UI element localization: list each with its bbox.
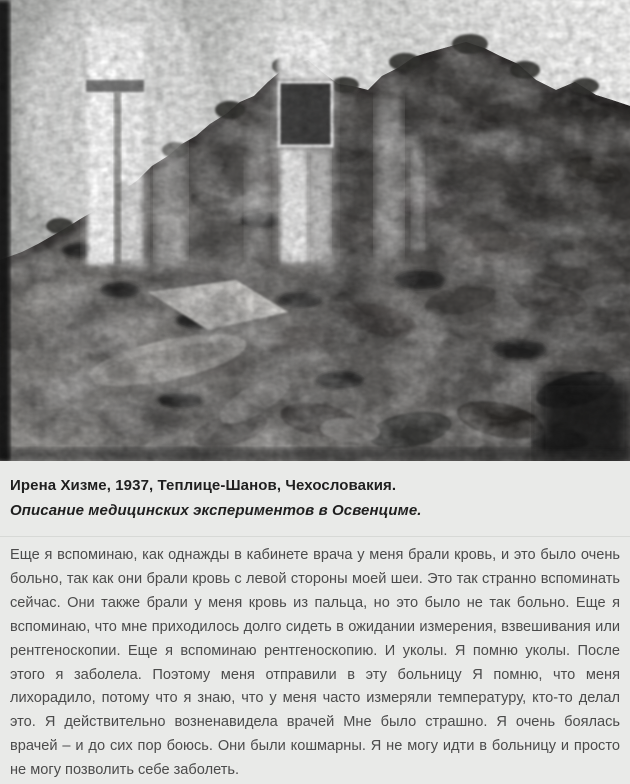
testimony-paragraph: Еще я вспоминаю, как однажды в кабинете врача у меня брали кровь, и это было очень больно, так как они брали кровь с левой стороны моей шеи. Это так странно вспоминать сейчас. Они также брали у меня кровь из пальца, но это было не так больно. Еще я вспоминаю, что мне приходилось долго сидеть в ожидании измерения, взвешивания или рентгеноскопии. Еще я вспоминаю рентгеноскопию. И уколы. Я помню уколы. После этого я заболела. Поэтому меня отправили в эту больницу Я помню, что меня лихорадило, потому что я знаю, что у меня часто измеряли температуру, кто-то делал это. Я действительно возненавидела врачей Мне было страшно. Я очень боялась врачей – и до сих пор боюсь. Они были кошмарны. Я не могу идти в больницу и просто не могу позволить себе заболеть. [10,547,620,779]
caption-divider [0,536,630,537]
caption-person-line: Ирена Хизме, 1937, Теплице-Шанов, Чехословакия. [10,477,397,494]
photo-caption [10,473,620,523]
caption-description-line: Описание медицинских экспериментов в Освенциме. [10,502,422,519]
